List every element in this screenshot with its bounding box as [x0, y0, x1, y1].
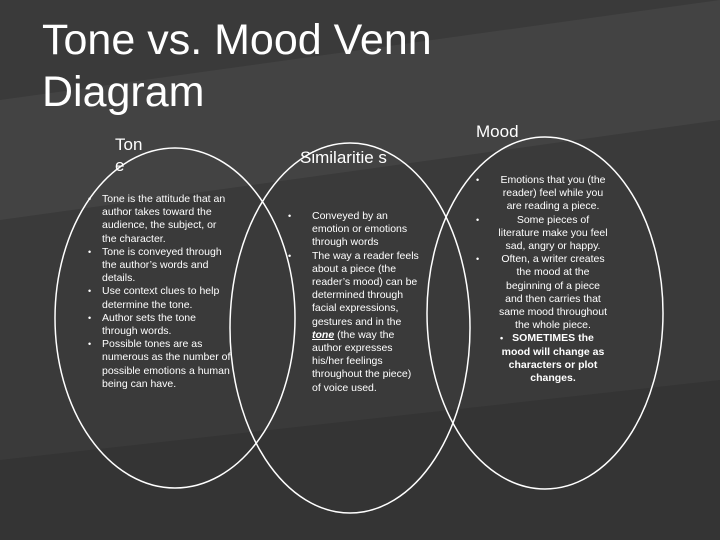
tone-emphasis: tone: [312, 328, 335, 341]
similarities-heading: Similaritie s: [300, 148, 387, 167]
list-item: • Tone is conveyed through the author’s words and details.: [88, 245, 222, 285]
list-item: • Conveyed by an emotion or emotions through words: [288, 210, 408, 249]
bullet-icon: •: [88, 246, 92, 257]
mood-list: [476, 174, 608, 385]
list-item: • Some pieces of literature make you feel sad, angry or happy.: [476, 213, 608, 253]
bullet-icon: •: [500, 333, 504, 344]
bullet-icon: •: [476, 254, 480, 265]
list-item: • Use context clues to help determine the tone.: [88, 285, 220, 311]
list-item: • The way a reader feels about a piece (the reader’s mood) can be determined through facial expressions, gestures and in the tone (the way the author expresses his/her feelings throughout the piece) of voice used.: [288, 249, 419, 394]
bullet-icon: •: [476, 214, 480, 225]
bullet-icon: •: [88, 286, 92, 297]
mood-heading: Mood: [476, 122, 519, 141]
similarities-list: [288, 210, 420, 395]
bullet-icon: •: [88, 339, 92, 350]
page-title: Tone vs. Mood Venn Diagram: [42, 16, 432, 116]
bullet-icon: •: [88, 194, 92, 204]
bullet-icon: •: [476, 175, 480, 185]
bullet-icon: •: [88, 312, 92, 323]
list-sub-item: • SOMETIMES the mood will change as characters or plot changes.: [500, 332, 605, 385]
list-item: • Possible tones are as numerous as the number of possible emotions a human being can have.: [88, 338, 231, 390]
bullet-icon: •: [288, 211, 292, 221]
tone-list: [88, 193, 232, 391]
tone-heading: Ton e: [115, 135, 143, 175]
list-item: • Emotions that you (the reader) feel while you are reading a piece.: [476, 174, 606, 213]
list-item: • Author sets the tone through words.: [88, 311, 196, 338]
list-item: • Often, a writer creates the mood at the beginning of a piece and then carries that same mood throughout the whole piece.: [476, 253, 607, 332]
list-item: • Tone is the attitude that an author takes toward the audience, the subject, or the character.: [88, 193, 226, 245]
bullet-icon: •: [288, 250, 292, 261]
